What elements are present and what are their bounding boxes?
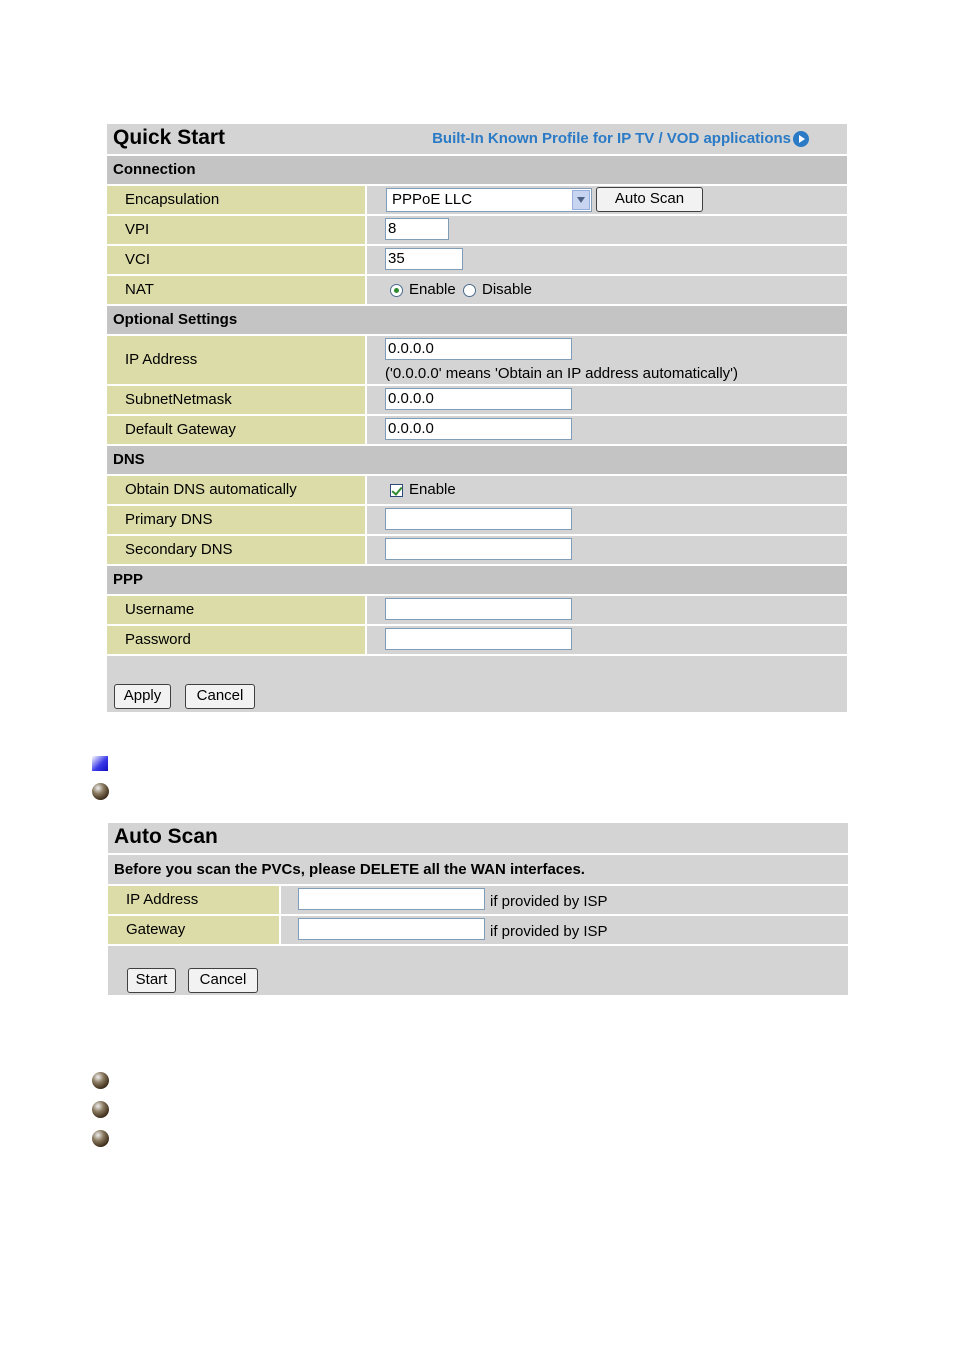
obtain-dns-row — [107, 474, 847, 504]
vci-label: VCI — [125, 251, 151, 268]
known-profile-link-text[interactable]: Built-In Known Profile for IP TV / VOD applications — [432, 130, 791, 147]
encapsulation-selected-value: PPPoE LLC — [392, 191, 473, 208]
ip-address-input[interactable]: 0.0.0.0 — [385, 338, 572, 360]
apply-button[interactable]: Apply — [114, 684, 171, 709]
gateway-row — [107, 414, 847, 444]
section-connection-title: Connection — [113, 161, 196, 178]
obtain-dns-checkbox-label[interactable]: Enable — [409, 481, 456, 498]
gateway-label: Default Gateway — [125, 421, 236, 438]
ip-address-hint: ('0.0.0.0' means 'Obtain an IP address automatically') — [385, 365, 739, 382]
gateway-input[interactable]: 0.0.0.0 — [385, 418, 572, 440]
ip-address-row — [107, 334, 847, 384]
auto-scan-header — [108, 823, 848, 853]
username-row — [107, 594, 847, 624]
section-ppp — [107, 564, 847, 594]
secondary-dns-row — [107, 534, 847, 564]
auto-scan-button[interactable]: Auto Scan — [596, 187, 703, 212]
scan-ip-input[interactable] — [298, 888, 485, 910]
nat-row — [107, 274, 847, 304]
scan-cancel-button[interactable]: Cancel — [188, 968, 258, 993]
section-optional — [107, 304, 847, 334]
scan-ip-label: IP Address — [126, 891, 199, 908]
nat-disable-radio[interactable] — [463, 284, 476, 297]
scan-ip-row — [108, 884, 848, 914]
play-circle-icon[interactable] — [793, 131, 809, 147]
start-button[interactable]: Start — [127, 968, 176, 993]
quick-start-title: Quick Start — [113, 126, 226, 149]
section-optional-title: Optional Settings — [113, 311, 238, 328]
password-label: Password — [125, 631, 191, 648]
primary-dns-row — [107, 504, 847, 534]
primary-dns-input[interactable] — [385, 508, 572, 530]
username-label: Username — [125, 601, 195, 618]
nat-label: NAT — [125, 281, 154, 298]
vpi-input[interactable]: 8 — [385, 218, 449, 240]
auto-scan-actions — [108, 944, 848, 995]
ip-address-label: IP Address — [125, 351, 198, 368]
encapsulation-row — [107, 184, 847, 214]
subnet-row — [107, 384, 847, 414]
encapsulation-label: Encapsulation — [125, 191, 220, 208]
quick-start-panel — [107, 124, 847, 712]
nat-enable-label[interactable]: Enable — [409, 281, 456, 298]
quick-start-header — [107, 124, 847, 154]
square-bullet-icon — [92, 756, 108, 771]
secondary-dns-label: Secondary DNS — [125, 541, 233, 558]
subnet-label: SubnetNetmask — [125, 391, 232, 408]
ball-bullet-icon — [92, 783, 109, 800]
password-input[interactable] — [385, 628, 572, 650]
obtain-dns-checkbox[interactable] — [390, 484, 403, 497]
scan-gateway-row — [108, 914, 848, 944]
nat-disable-label[interactable]: Disable — [482, 281, 533, 298]
vci-row — [107, 244, 847, 274]
cancel-button[interactable]: Cancel — [185, 684, 255, 709]
section-dns — [107, 444, 847, 474]
section-connection — [107, 154, 847, 184]
secondary-dns-input[interactable] — [385, 538, 572, 560]
auto-scan-notice: Before you scan the PVCs, please DELETE all the WAN interfaces. — [114, 861, 585, 878]
scan-gateway-suffix: if provided by ISP — [490, 923, 608, 940]
vpi-label: VPI — [125, 221, 150, 238]
scan-gateway-label: Gateway — [126, 921, 186, 938]
auto-scan-notice-row — [108, 853, 848, 884]
username-input[interactable] — [385, 598, 572, 620]
primary-dns-label: Primary DNS — [125, 511, 213, 528]
chevron-down-icon[interactable] — [572, 190, 590, 210]
scan-ip-suffix: if provided by ISP — [490, 893, 608, 910]
obtain-dns-label: Obtain DNS automatically — [125, 481, 297, 498]
encapsulation-select[interactable] — [386, 188, 592, 212]
quick-start-actions — [107, 654, 847, 712]
ball-bullet-icon — [92, 1101, 109, 1118]
nat-enable-radio[interactable] — [390, 284, 403, 297]
auto-scan-title: Auto Scan — [114, 825, 218, 848]
ball-bullet-icon — [92, 1130, 109, 1147]
subnet-input[interactable]: 0.0.0.0 — [385, 388, 572, 410]
ball-bullet-icon — [92, 1072, 109, 1089]
section-dns-title: DNS — [113, 451, 145, 468]
scan-gateway-input[interactable] — [298, 918, 485, 940]
auto-scan-panel — [108, 823, 848, 995]
section-ppp-title: PPP — [113, 571, 144, 588]
vci-input[interactable]: 35 — [385, 248, 463, 270]
vpi-row — [107, 214, 847, 244]
known-profile-link[interactable] — [432, 130, 809, 147]
password-row — [107, 624, 847, 654]
